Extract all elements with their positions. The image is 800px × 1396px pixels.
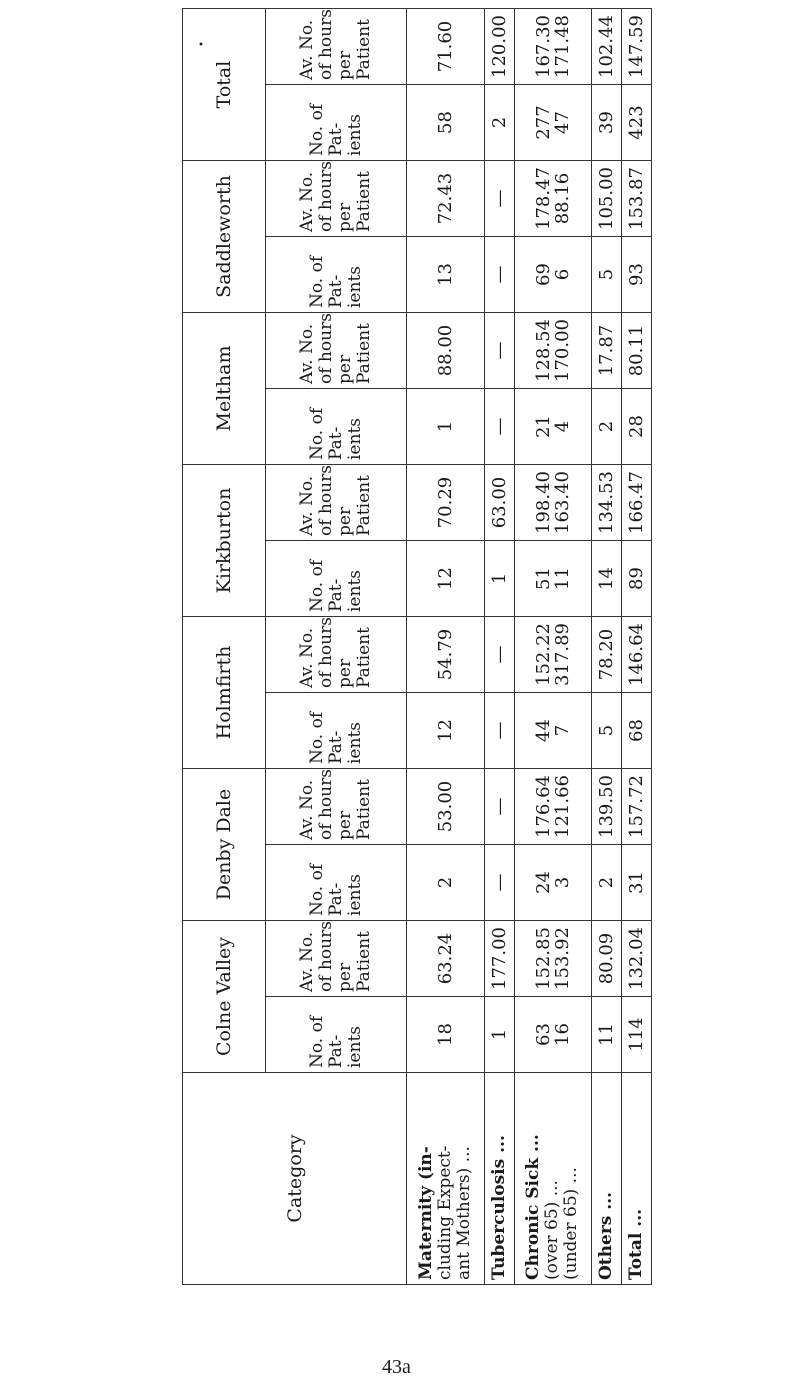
patients-value [592, 997, 622, 1073]
header-line: of hours [316, 769, 336, 840]
hours-value [514, 9, 592, 85]
category-cell [622, 1073, 652, 1285]
value-line: 80.11 [626, 324, 647, 377]
hours-value [514, 617, 592, 693]
category-line: ant Mothers) ... [453, 1146, 474, 1280]
patients-value [592, 845, 622, 921]
header-line: per [335, 50, 355, 80]
value-line: 21 [532, 415, 554, 438]
header-line: No. of [306, 559, 327, 612]
header-line: Patient [354, 171, 374, 232]
value-line: 170.00 [551, 319, 573, 382]
value-line: 153.87 [626, 167, 647, 230]
value-line: 139.50 [596, 775, 617, 838]
hours-column-header [266, 313, 407, 389]
value-line: 1 [434, 420, 456, 433]
patients-value [484, 997, 514, 1073]
value-line: 277 [532, 105, 554, 140]
hours-value [407, 769, 485, 845]
hours-value [484, 313, 514, 389]
category-row [484, 9, 514, 1285]
patients-value [484, 237, 514, 313]
value-line: 39 [596, 111, 617, 134]
patients-value [484, 85, 514, 161]
hours-column-header [266, 769, 407, 845]
district-name: Kirkburton [183, 465, 266, 617]
header-line: Patient [354, 627, 374, 688]
patients-value [407, 997, 485, 1073]
category-line: Others ... [596, 1191, 616, 1280]
header-line: No. of [306, 103, 327, 156]
patients-column-header [266, 389, 407, 465]
category-line: Tuberculosis ... [488, 1135, 509, 1280]
hours-value [622, 9, 652, 85]
header-line: ients [344, 569, 365, 612]
value-line: 2 [488, 116, 510, 129]
hours-value [622, 313, 652, 389]
value-line: — [488, 417, 510, 436]
value-line: 71.60 [434, 20, 456, 73]
value-line: 14 [596, 567, 617, 590]
hours-value [622, 465, 652, 541]
district-name: Total [183, 9, 266, 161]
hours-value [514, 313, 592, 389]
hours-value [484, 465, 514, 541]
district-name: Holmfirth [183, 617, 266, 769]
value-line: 89 [626, 567, 647, 590]
hours-column-header [266, 617, 407, 693]
header-line: Av. No. [297, 931, 317, 992]
hours-value [514, 769, 592, 845]
patients-value [622, 85, 652, 161]
header-line: ients [344, 721, 365, 764]
value-line: — [488, 873, 510, 892]
value-line: — [488, 341, 510, 360]
value-line: 5 [596, 268, 617, 281]
header-line: Pat- [325, 882, 346, 916]
header-line: ients [344, 113, 365, 156]
patients-value [592, 541, 622, 617]
district-name: Colne Valley [183, 921, 266, 1073]
value-line: 88.00 [434, 324, 456, 377]
patients-value [622, 997, 652, 1073]
header-line: Pat- [325, 578, 346, 612]
hours-value [484, 617, 514, 693]
patients-column-header [266, 997, 407, 1073]
header-line: of hours [316, 465, 336, 536]
value-line: 18 [434, 1023, 456, 1046]
hours-value [484, 769, 514, 845]
value-line: 2 [434, 876, 456, 889]
patients-value [484, 693, 514, 769]
patients-value [484, 389, 514, 465]
header-line: Pat- [325, 426, 346, 460]
value-line: 6 [551, 268, 573, 281]
patients-value [592, 237, 622, 313]
value-line: 31 [626, 871, 647, 894]
header-line: Av. No. [297, 779, 317, 840]
patients-column-header [266, 845, 407, 921]
value-line: 2 [596, 876, 617, 889]
patients-value [484, 845, 514, 921]
patients-value [407, 237, 485, 313]
header-line: per [335, 202, 355, 232]
value-line: 51 [532, 567, 554, 590]
value-line: 17.87 [596, 324, 617, 377]
value-line: 147.59 [626, 15, 647, 78]
hours-value [484, 921, 514, 997]
patients-value [407, 389, 485, 465]
nursing-hours-table [182, 8, 652, 1285]
category-line: Chronic Sick ... [523, 1134, 544, 1280]
value-line: 146.64 [626, 623, 647, 686]
value-line: 167.30 [532, 15, 554, 78]
hours-value [514, 161, 592, 237]
patients-value [514, 845, 592, 921]
hours-column-header [266, 9, 407, 85]
value-line: 12 [434, 719, 456, 742]
value-line: 171.48 [551, 15, 573, 78]
value-line: 1 [488, 572, 510, 585]
hours-value [592, 921, 622, 997]
header-line: Patient [354, 19, 374, 80]
value-line: 5 [596, 724, 617, 737]
header-line: per [335, 658, 355, 688]
header-line: No. of [306, 255, 327, 308]
patients-value [407, 693, 485, 769]
header-line: No. of [306, 407, 327, 460]
value-line: 47 [551, 111, 573, 134]
value-line: 78.20 [596, 628, 617, 681]
patients-value [484, 541, 514, 617]
value-line: 134.53 [596, 471, 617, 534]
category-header: Category [183, 1073, 407, 1285]
patients-value [514, 997, 592, 1073]
value-line: 153.92 [551, 927, 573, 990]
value-line: 166.47 [626, 471, 647, 534]
header-line: Av. No. [297, 171, 317, 232]
hours-value [622, 769, 652, 845]
category-line: Maternity (in- [415, 1146, 436, 1280]
header-line: of hours [316, 921, 336, 992]
patients-value [407, 845, 485, 921]
value-line: 121.66 [551, 775, 573, 838]
value-line: — [488, 797, 510, 816]
category-row [622, 9, 652, 1285]
header-line: No. of [306, 1015, 327, 1068]
hours-value [622, 617, 652, 693]
patients-value [622, 845, 652, 921]
category-cell [484, 1073, 514, 1285]
category-line: (under 65) ... [561, 1167, 582, 1280]
hours-column-header [266, 465, 407, 541]
value-line: 7 [551, 724, 573, 737]
header-line: Pat- [325, 1034, 346, 1068]
patients-value [592, 693, 622, 769]
category-cell [592, 1073, 622, 1285]
hours-value [592, 161, 622, 237]
value-line: 28 [626, 415, 647, 438]
value-line: 11 [596, 1023, 617, 1046]
category-row [407, 9, 485, 1285]
header-line: Av. No. [297, 627, 317, 688]
value-line: 3 [551, 876, 573, 889]
patients-column-header [266, 237, 407, 313]
hours-column-header [266, 161, 407, 237]
value-line: 12 [434, 567, 456, 590]
value-line: 423 [626, 105, 647, 140]
category-line: (over 65) ... [542, 1180, 563, 1280]
patients-value [622, 541, 652, 617]
rotated-table-container [182, 8, 652, 1285]
header-line: Patient [354, 931, 374, 992]
header-line: of hours [316, 9, 336, 80]
page-number: 43a [382, 1356, 411, 1378]
value-line: 152.22 [532, 623, 554, 686]
category-row [514, 9, 592, 1285]
header-line: per [335, 354, 355, 384]
value-line: 16 [551, 1023, 573, 1046]
value-line: 68 [626, 719, 647, 742]
value-line: — [488, 721, 510, 740]
value-line: 13 [434, 263, 456, 286]
header-line: of hours [316, 313, 336, 384]
hours-value [407, 465, 485, 541]
hours-value [407, 313, 485, 389]
patients-column-header [266, 693, 407, 769]
value-line: 120.00 [488, 15, 510, 78]
hours-column-header [266, 921, 407, 997]
patients-value [514, 389, 592, 465]
header-line: Av. No. [297, 475, 317, 536]
value-line: 2 [596, 420, 617, 433]
value-line: 54.79 [434, 628, 456, 681]
patients-value [407, 85, 485, 161]
hours-value [592, 465, 622, 541]
value-line: 177.00 [488, 927, 510, 990]
hours-value [484, 9, 514, 85]
district-name: Saddleworth [183, 161, 266, 313]
value-line: 317.89 [551, 623, 573, 686]
value-line: 53.00 [434, 780, 456, 833]
header-line: of hours [316, 617, 336, 688]
value-line: 128.54 [532, 319, 554, 382]
value-line: 105.00 [596, 167, 617, 230]
header-line: ients [344, 417, 365, 460]
header-line: Av. No. [297, 323, 317, 384]
patients-value [514, 693, 592, 769]
hours-value [592, 9, 622, 85]
value-line: 63 [532, 1023, 554, 1046]
hours-value [484, 161, 514, 237]
header-line: per [335, 810, 355, 840]
hours-value [622, 921, 652, 997]
hours-value [592, 769, 622, 845]
value-line: 152.85 [532, 927, 554, 990]
patients-value [622, 237, 652, 313]
header-line: per [335, 962, 355, 992]
header-line: Patient [354, 779, 374, 840]
header-line: Pat- [325, 122, 346, 156]
category-cell [514, 1073, 592, 1285]
value-line: — [488, 265, 510, 284]
value-line: 176.64 [532, 775, 554, 838]
value-line: 93 [626, 263, 647, 286]
district-header-row [183, 9, 266, 1285]
patients-value [592, 85, 622, 161]
header-line: Pat- [325, 730, 346, 764]
district-name: Meltham [183, 313, 266, 465]
value-line: 63.24 [434, 932, 456, 985]
value-line: 44 [532, 719, 554, 742]
header-line: per [335, 506, 355, 536]
header-line: ients [344, 1025, 365, 1068]
header-line: Pat- [325, 274, 346, 308]
patients-column-header [266, 85, 407, 161]
header-line: Av. No. [297, 19, 317, 80]
category-line: Total ... [626, 1208, 646, 1280]
hours-value [514, 921, 592, 997]
value-line: 157.72 [626, 775, 647, 838]
category-cell [407, 1073, 485, 1285]
header-line: Patient [354, 323, 374, 384]
patients-value [622, 693, 652, 769]
hours-value [622, 161, 652, 237]
bullet-marker: • [198, 40, 204, 51]
patients-value [514, 85, 592, 161]
patients-value [592, 389, 622, 465]
value-line: 58 [434, 111, 456, 134]
hours-value [592, 617, 622, 693]
value-line: 24 [532, 871, 554, 894]
value-line: 102.44 [596, 15, 617, 78]
category-line: cluding Expect- [434, 1145, 455, 1280]
category-row [592, 9, 622, 1285]
value-line: 69 [532, 263, 554, 286]
value-line: 198.40 [532, 471, 554, 534]
hours-value [407, 161, 485, 237]
value-line: 72.43 [434, 172, 456, 225]
value-line: — [488, 189, 510, 208]
hours-value [407, 921, 485, 997]
district-name: Denby Dale [183, 769, 266, 921]
header-line: No. of [306, 863, 327, 916]
value-line: — [488, 645, 510, 664]
value-line: 178.47 [532, 167, 554, 230]
value-line: 1 [488, 1028, 510, 1041]
value-line: 70.29 [434, 476, 456, 529]
value-line: 80.09 [596, 932, 617, 985]
value-line: 11 [551, 567, 573, 590]
header-line: ients [344, 265, 365, 308]
hours-value [592, 313, 622, 389]
header-line: of hours [316, 161, 336, 232]
value-line: 4 [551, 420, 573, 433]
value-line: 163.40 [551, 471, 573, 534]
patients-value [514, 237, 592, 313]
header-line: ients [344, 873, 365, 916]
patients-value [622, 389, 652, 465]
hours-value [407, 9, 485, 85]
header-line: No. of [306, 711, 327, 764]
header-line: Patient [354, 475, 374, 536]
value-line: 63.00 [488, 476, 510, 529]
hours-value [514, 465, 592, 541]
hours-value [407, 617, 485, 693]
value-line: 132.04 [626, 927, 647, 990]
value-line: 88.16 [551, 172, 573, 225]
value-line: 114 [626, 1017, 647, 1052]
patients-value [407, 541, 485, 617]
patients-value [514, 541, 592, 617]
patients-column-header [266, 541, 407, 617]
